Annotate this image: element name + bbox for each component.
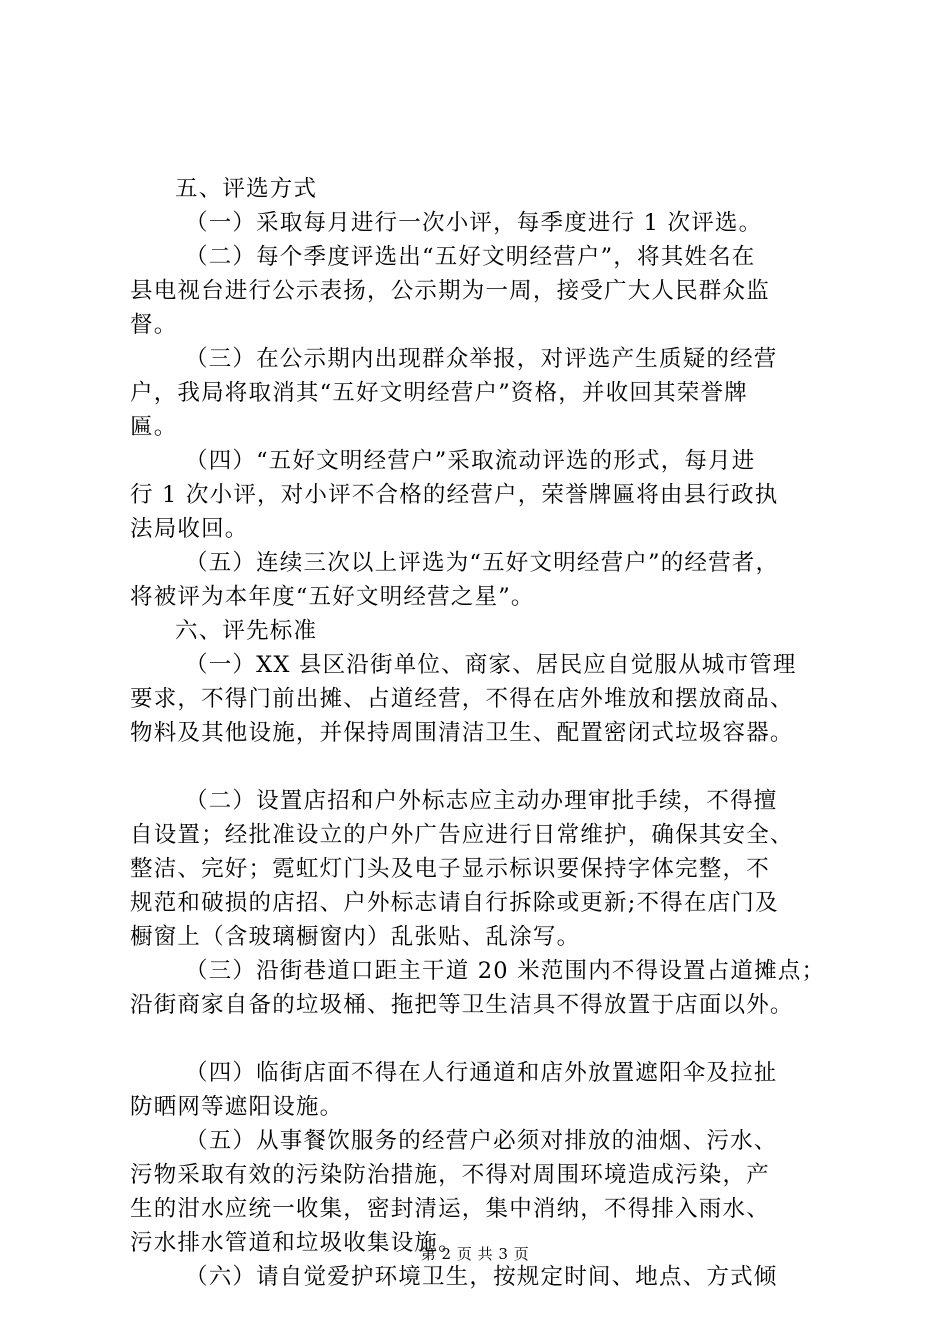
- text-line: 规范和破损的店招、户外标志请自行拆除或更新;不得在店门及: [130, 890, 779, 916]
- text-line: 污物采取有效的污染防治措施，不得对周围环境造成污染，产: [130, 1162, 770, 1188]
- text-line: （二）每个季度评选出“五好文明经营户”，将其姓名在: [185, 244, 756, 270]
- text-line: 匾。: [130, 414, 178, 440]
- text-line: 自设置；经批准设立的户外广告应进行日常维护，确保其安全、: [130, 822, 794, 848]
- page-footer: 第 2 页 共 3 页: [420, 1245, 530, 1263]
- blank-line: [130, 750, 852, 784]
- text-line: 督。: [130, 312, 178, 338]
- text-line: （一）XX 县区沿街单位、商家、居民应自觉服从城市管理: [185, 652, 797, 678]
- text-line: （五）从事餐饮服务的经营户必须对排放的油烟、污水、: [185, 1128, 778, 1154]
- text-line: （四）临街店面不得在人行通道和店外放置遮阳伞及拉扯: [185, 1060, 778, 1086]
- text-line: （三）沿街巷道口距主干道 20 米范围内不得设置占道摊点；: [185, 958, 826, 984]
- text-line: 橱窗上（含玻璃橱窗内）乱张贴、乱涂写。: [130, 924, 581, 950]
- text-line: （六）请自觉爱护环境卫生，按规定时间、地点、方式倾: [185, 1264, 778, 1290]
- text-line: （三）在公示期内出现群众举报，对评选产生质疑的经营: [185, 346, 778, 372]
- text-line: 户，我局将取消其“五好文明经营户”资格，并收回其荣誉牌: [130, 380, 748, 406]
- text-line: 防晒网等遮阳设施。: [130, 1094, 344, 1120]
- text-line: 污水排水管道和垃圾收集设施。: [130, 1230, 462, 1256]
- text-line: 将被评为本年度“五好文明经营之星”。: [130, 584, 535, 610]
- text-line: （一）采取每月进行一次小评，每季度进行 1 次评选。: [185, 210, 763, 236]
- text-line: 要求，不得门前出摊、占道经营，不得在店外堆放和摆放商品、: [130, 686, 794, 712]
- text-line: 生的泔水应统一收集，密封清运，集中消纳，不得排入雨水、: [130, 1196, 770, 1222]
- text-line: （五）连续三次以上评选为“五好文明经营户”的经营者，: [185, 550, 780, 576]
- document-body: [130, 172, 852, 1294]
- text-line: 沿街商家自备的垃圾桶、拖把等卫生洁具不得放置于店面以外。: [130, 992, 794, 1018]
- text-line: 行 1 次小评，对小评不合格的经营户，荣誉牌匾将由县行政执: [130, 482, 779, 508]
- text-line: （四）“五好文明经营户”采取流动评选的形式，每月进: [185, 448, 756, 474]
- text-line: 法局收回。: [130, 516, 249, 542]
- section-heading: 六、评先标准: [175, 618, 318, 644]
- text-line: 物料及其他设施，并保持周围清洁卫生、配置密闭式垃圾容器。: [130, 720, 794, 746]
- text-line: 县电视台进行公示表扬，公示期为一周，接受广大人民群众监: [130, 278, 770, 304]
- blank-line: [130, 1022, 852, 1056]
- text-line: （二）设置店招和户外标志应主动办理审批手续，不得擅: [185, 788, 778, 814]
- section-heading: 五、评选方式: [175, 176, 318, 202]
- text-line: 整洁、完好；霓虹灯门头及电子显示标识要保持字体完整，不: [130, 856, 770, 882]
